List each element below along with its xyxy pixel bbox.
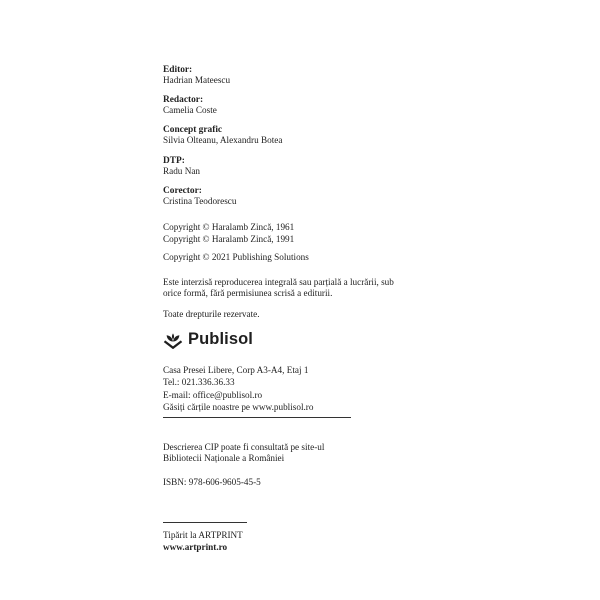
printer-label: Tipărit la ARTPRINT: [163, 530, 243, 540]
credit-role-redactor: Redactor:: [163, 95, 204, 105]
credit-role-concept: Concept grafic: [163, 125, 223, 135]
credit-name-corector: Cristina Teodorescu: [163, 196, 237, 206]
reproduction-notice-line-2: orice formă, fără permisiunea scrisă a editurii.: [163, 288, 333, 298]
copyright-line-3: Copyright © 2021 Publishing Solutions: [163, 252, 309, 262]
publisol-leaf-logo-icon: [163, 329, 183, 349]
credit-name-redactor: Camelia Coste: [163, 105, 217, 115]
credit-role-corector: Corector:: [163, 186, 202, 196]
publisol-logo-text: Publisol: [188, 329, 253, 348]
publisol-logo: [163, 329, 253, 349]
credit-name-dtp: Radu Nan: [163, 166, 200, 176]
separator-rule: [163, 417, 351, 418]
credit-name-concept: Silvia Olteanu, Alexandru Botea: [163, 135, 283, 145]
cip-line-1: Descrierea CIP poate fi consultată pe site-ul: [163, 442, 325, 452]
printer-website: www.artprint.ro: [163, 542, 228, 552]
copyright-line-2: Copyright © Haralamb Zincă, 1991: [163, 234, 295, 244]
rights-reserved: Toate drepturile rezervate.: [163, 309, 260, 319]
publisher-phone: Tel.: 021.336.36.33: [163, 377, 235, 387]
publisher-email: E-mail: office@publisol.ro: [163, 390, 263, 400]
credit-role-dtp: DTP:: [163, 156, 185, 166]
cip-line-2: Bibliotecii Naționale a României: [163, 453, 285, 463]
publisher-website: Găsiți cărțile noastre pe www.publisol.ro: [163, 402, 314, 412]
copyright-line-1: Copyright © Haralamb Zincă, 1961: [163, 222, 295, 232]
isbn: ISBN: 978-606-9605-45-5: [163, 477, 261, 487]
credit-name-editor: Hadrian Mateescu: [163, 75, 231, 85]
reproduction-notice-line-1: Este interzisă reproducerea integrală sau parțială a lucrării, sub: [163, 277, 394, 287]
footer-rule: [163, 522, 247, 523]
publisher-address: Casa Presei Libere, Corp A3-A4, Etaj 1: [163, 365, 309, 375]
credit-role-editor: Editor:: [163, 65, 193, 75]
